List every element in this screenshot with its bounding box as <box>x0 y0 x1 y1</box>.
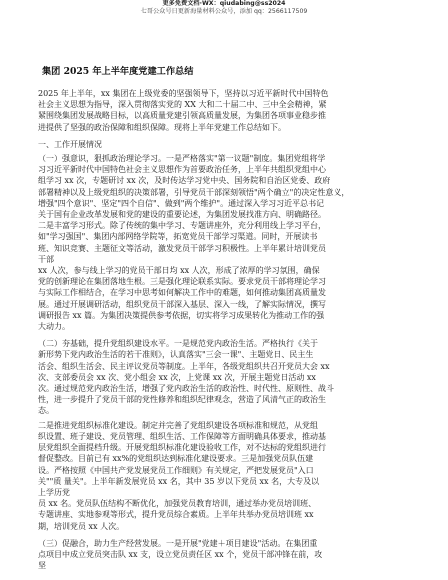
text-line: xx 人次，参与线上学习的党员干部日均 xx 人次，形成了浓厚的学习氛围，确保 <box>38 266 320 276</box>
text-line: 督促整改。目前已有 xx%的党组织达到标准化建设要求。三是加强党员队伍建 <box>38 454 314 464</box>
text-line: （二）夯基础，提升党组织建设水平。一是规范党内政治生活。严格执行《关于 <box>38 339 318 349</box>
text-line: 紧围绕集团发展战略目标，以高质量党建引领高质量发展，为集团各项事业稳步推 <box>38 111 326 121</box>
text-line: 二是推进党组织标准化建设。制定并完善了党组织建设各项标准和规范，从党组 <box>38 420 318 430</box>
text-line: 社会主义思想为指导，深入贯彻落实党的 XX 大和二十届二中、三中全会精神，紧 <box>38 100 327 110</box>
text-line: 展。通过开展调研活动，组织党员干部深入基层、深入一线，了解实际情况，撰写 <box>38 299 326 309</box>
text-line: 班、知识竞赛、主题征文等活动，激发党员干部学习积极性。上半年累计培训党员 <box>38 243 326 253</box>
text-line: 性，进一步提升了党员干部的党性修养和组织纪律观念，营造了风清气正的政治生 <box>38 395 326 405</box>
text-line: 次。通过规范党内政治生活，增强了党内政治生活的政治性、时代性、原则性、战斗 <box>38 384 334 394</box>
text-line: （三）促融合，助力生产经营发展。一是开展"党建＋项目建设"活动。在集团重 <box>38 538 318 548</box>
text-line: 一、工作开展情况 <box>38 139 102 149</box>
text-line: 2025 年上半年，xx 集团在上级党委的坚强领导下，坚持以习近平新时代中国特色 <box>38 89 329 98</box>
document-body <box>38 88 415 571</box>
text-line: 与实际工作相结合，在学习中思考如何解决工作中的难题，如何推动集团高质量发 <box>38 288 326 298</box>
text-line: 干部 <box>38 254 54 264</box>
text-line: 专题讲座、实地参观等形式，提升党员综合素质。上半年共举办党员培训班 xx <box>38 510 314 520</box>
header-line-1: 更多免费文档·WX：qiudabing@ss2024 <box>162 0 286 7</box>
text-line: 坚 <box>38 561 46 571</box>
header-line-2: 七哥公众号日更新海量材料公众号，添加 qq：2566117509 <box>140 8 308 15</box>
text-line: 设。严格按照《中国共产党发展党员工作细则》有关规定，严把发展党员"入口 <box>38 465 314 475</box>
text-line: 层党组织全面提档升级。开展党组织标准化建设验收工作，对不达标的党组织进行 <box>38 443 326 453</box>
text-line: 态。 <box>38 406 54 416</box>
text-line: （一）强意识，狠抓政治理论学习。一是严格落实"第一议题"制度。集团党组将学 <box>38 154 326 164</box>
document-title: 集团 2025 年上半年度党建工作总结 <box>42 66 194 77</box>
text-line: 期，培训党员 xx 人次。 <box>38 521 125 531</box>
text-line: 党的创新理论在集团落地生根。三是强化理论联系实际。要求党员干部将理论学习 <box>38 277 326 287</box>
text-line: 大动力。 <box>38 322 70 332</box>
text-line: 点项目中成立党员突击队 xx 支，设立党员责任区 xx 个，党员干部冲锋在前，攻 <box>38 549 323 559</box>
text-line: 上学历党 <box>38 487 70 497</box>
text-line: 员 xx 名。党员队伍结构不断优化，加强党员教育培训，通过举办党员培训班、 <box>38 499 317 509</box>
text-line: 增强"四个意识"、坚定"四个自信"、做到"两个维护"。通过深入学习习近平总书记 <box>38 198 325 208</box>
text-line: 关""质 量关"。上半年新发展党员 xx 名，其中 35 岁以下党员 xx 名，大专及以 <box>38 476 320 486</box>
text-line: 关于国有企业改革发展和党的建设的重要论述，为集团发展找准方向、明确路径。 <box>38 210 326 220</box>
text-line: 新形势下党内政治生活的若干准则》，认真落实"三会一课"、主题党日、民主生 <box>38 350 314 360</box>
page-header <box>0 0 448 22</box>
text-line: 如"学习强国"、集团内部网络学院等，拓宽党员干部学习渠道。同时，开展读书 <box>38 232 318 242</box>
text-line: 组学习 xx 次，专题研讨 xx 次，及时传达学习党中央、国务院和自治区党委、政府 <box>38 176 331 186</box>
text-line: 二是丰富学习形式。除了传统的集中学习、专题讲座外，充分利用线上学习平台， <box>38 221 326 231</box>
text-line: 活会、组织生活会、民主评议党员等制度。上半年，各级党组织共召开党员大会 xx <box>38 361 330 371</box>
text-line: 调研报告 xx 篇。为集团决策提供参考依据，切实将学习成果转化为推动工作的强 <box>38 310 325 320</box>
text-line: 织设置、班子建设、党员管理、组织生活、工作保障等方面明确具体要求，推动基 <box>38 431 326 441</box>
text-line: 部署精神以及上级党组织的决策部署，引导党员干部深刻领悟"两个确立"的决定性意义， <box>38 187 350 197</box>
text-line: 习习近平新时代中国特色社会主义思想作为首要政治任务，上半年共组织党组中心 <box>38 165 326 175</box>
text-line: 次、支部委员会 xx 次、党小组会 xx 次，上党课 xx 次，开展主题党日活动 xx <box>38 372 316 382</box>
text-line: 进提供了坚强的政治保障和组织保障。现将上半年党建工作总结如下。 <box>38 122 286 132</box>
